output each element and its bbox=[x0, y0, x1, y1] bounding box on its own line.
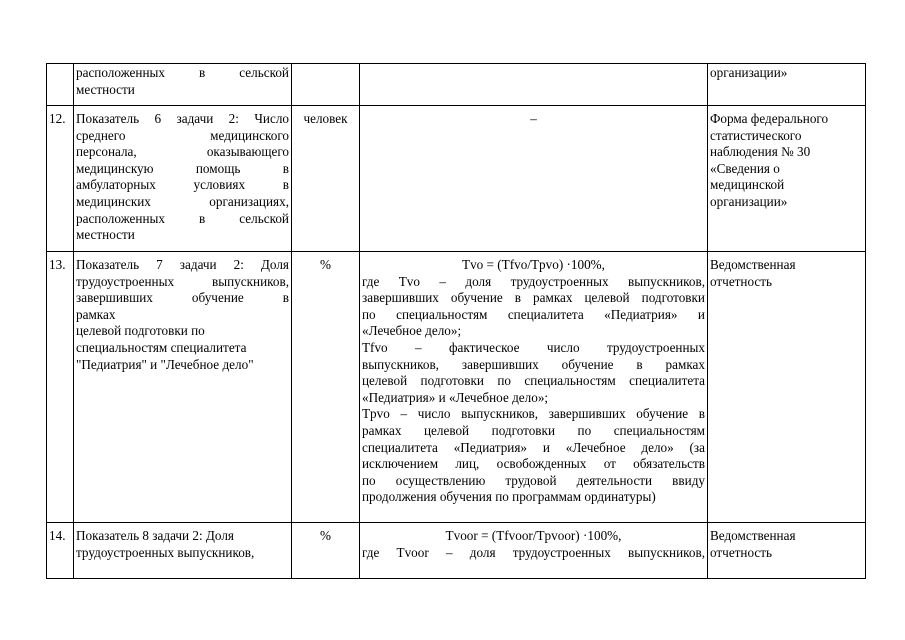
row-number: 12. bbox=[47, 106, 74, 252]
source-line: статистического bbox=[710, 127, 802, 143]
indicator-line: трудоустроенных выпускников, bbox=[76, 544, 255, 560]
indicator-line: трудоустроенных выпускников, bbox=[76, 273, 289, 289]
formula-line: завершивших обучение в рамках целевой подготовки bbox=[362, 290, 705, 306]
indicator-line: медицинских организациях, bbox=[76, 193, 289, 209]
formula-cell bbox=[360, 64, 708, 106]
table-row bbox=[47, 252, 866, 523]
formula-line: выпускников, завершивших обучение в рамках bbox=[362, 356, 705, 372]
indicator-line: расположенных в сельской bbox=[76, 65, 289, 80]
source-line: «Сведения о bbox=[710, 160, 780, 176]
indicator-line: рамках bbox=[76, 306, 116, 322]
table-row bbox=[47, 523, 866, 579]
indicator-line: расположенных в сельской bbox=[76, 210, 289, 226]
source-cell bbox=[708, 106, 866, 252]
source-line: Ведомственная bbox=[710, 528, 796, 543]
row-number: 14. bbox=[47, 523, 74, 579]
indicator-line: "Педиатрия" и "Лечебное дело" bbox=[76, 356, 254, 372]
formula-line: Tpvo – число выпускников, завершивших обучение в bbox=[362, 406, 705, 422]
indicator-cell bbox=[74, 106, 292, 252]
indicator-line: персонала, оказывающего bbox=[76, 144, 289, 160]
table-row bbox=[47, 64, 866, 106]
indicator-line: амбулаторных условиях в bbox=[76, 177, 289, 193]
unit-cell: человек bbox=[292, 106, 360, 252]
indicator-line: медицинскую помощь в bbox=[76, 160, 289, 176]
formula-line: где Tvoor – доля трудоустроенных выпускников, bbox=[362, 544, 705, 560]
formula-line: Tvoor = (Tfvoor/Tpvoor) ·100%, bbox=[445, 528, 622, 543]
formula-cell bbox=[360, 252, 708, 523]
formula-line: – bbox=[530, 111, 537, 126]
source-cell bbox=[708, 523, 866, 579]
unit-cell: % bbox=[292, 523, 360, 579]
indicator-line: местности bbox=[76, 81, 135, 97]
formula-line: где Tvo – доля трудоустроенных выпускников, bbox=[362, 273, 705, 289]
indicator-line: специальностям специалитета bbox=[76, 339, 247, 355]
indicator-line: среднего медицинского bbox=[76, 127, 289, 143]
formula-cell bbox=[360, 106, 708, 252]
table-row bbox=[47, 106, 866, 252]
row-number bbox=[47, 64, 74, 106]
formula-line: продолжения обучения по программам ординатуры) bbox=[362, 489, 656, 505]
formula-line: Tfvo – фактическое число трудоустроенных bbox=[362, 339, 705, 355]
indicator-line: Показатель 8 задачи 2: Доля bbox=[76, 528, 234, 543]
formula-cell bbox=[360, 523, 708, 579]
indicator-line: завершивших обучение в bbox=[76, 290, 289, 306]
indicator-line: Показатель 6 задачи 2: Число bbox=[76, 111, 289, 126]
indicators-table bbox=[46, 63, 866, 579]
formula-line: по осуществлению трудовой деятельности ввиду bbox=[362, 472, 705, 488]
indicator-line: Показатель 7 задачи 2: Доля bbox=[76, 257, 289, 272]
row-number: 13. bbox=[47, 252, 74, 523]
source-line: наблюдения № 30 bbox=[710, 144, 811, 160]
formula-line: по специальностям специалитета «Педиатрия» и bbox=[362, 306, 705, 322]
source-line: Форма федерального bbox=[710, 111, 829, 126]
source-cell bbox=[708, 252, 866, 523]
source-cell bbox=[708, 64, 866, 106]
formula-line: рамках целевой подготовки по специальностям bbox=[362, 422, 705, 438]
source-line: организации» bbox=[710, 193, 788, 209]
formula-line: специалитета «Педиатрия» и «Лечебное дело» (за bbox=[362, 439, 705, 455]
formula-line: «Педиатрия» и «Лечебное дело»; bbox=[362, 389, 549, 405]
indicator-cell bbox=[74, 523, 292, 579]
indicator-cell bbox=[74, 64, 292, 106]
indicator-line: местности bbox=[76, 227, 135, 243]
source-line: отчетность bbox=[710, 273, 773, 289]
indicator-cell bbox=[74, 252, 292, 523]
indicator-line: целевой подготовки по bbox=[76, 323, 205, 339]
formula-line: «Лечебное дело»; bbox=[362, 323, 462, 339]
source-line: отчетность bbox=[710, 544, 773, 560]
source-line: организации» bbox=[710, 65, 788, 80]
formula-line: целевой подготовки по специальностям специалитета bbox=[362, 373, 705, 389]
formula-line: Tvo = (Tfvo/Tpvo) ·100%, bbox=[462, 257, 605, 272]
unit-cell: % bbox=[292, 252, 360, 523]
unit-cell bbox=[292, 64, 360, 106]
source-line: медицинской bbox=[710, 177, 785, 193]
source-line: Ведомственная bbox=[710, 257, 796, 272]
formula-line: исключением лиц, освобожденных от обязательств bbox=[362, 456, 705, 472]
